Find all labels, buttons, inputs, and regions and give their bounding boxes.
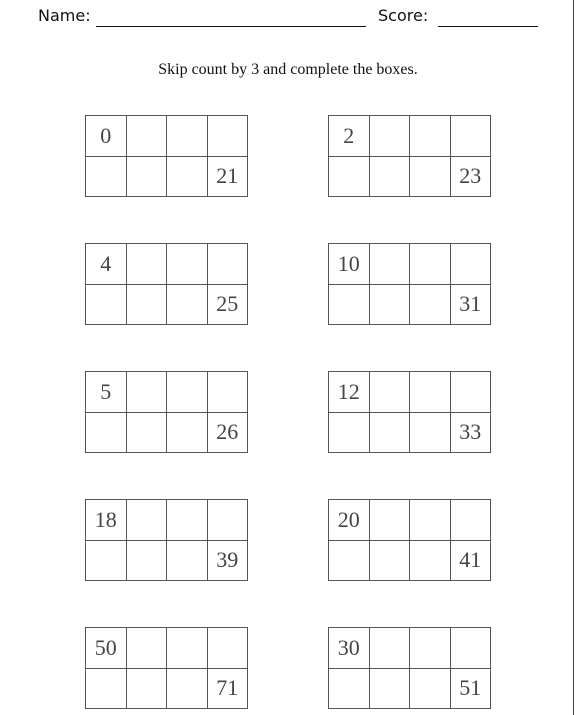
answer-box[interactable] bbox=[329, 413, 370, 454]
skip-count-grid bbox=[328, 371, 491, 453]
skip-count-grid bbox=[85, 243, 248, 325]
start-number: 20 bbox=[329, 500, 370, 541]
answer-box[interactable] bbox=[86, 541, 127, 582]
answer-box[interactable] bbox=[410, 669, 451, 710]
answer-box[interactable] bbox=[410, 413, 451, 454]
answer-box[interactable] bbox=[167, 500, 208, 541]
instructions: Skip count by 3 and complete the boxes. bbox=[158, 61, 418, 78]
name-label: Name: bbox=[38, 6, 91, 25]
skip-count-grid bbox=[328, 243, 491, 325]
end-number: 21 bbox=[208, 157, 249, 198]
answer-box[interactable] bbox=[208, 372, 249, 413]
answer-box[interactable] bbox=[127, 500, 168, 541]
answer-box[interactable] bbox=[208, 628, 249, 669]
answer-box[interactable] bbox=[370, 628, 411, 669]
answer-box[interactable] bbox=[410, 244, 451, 285]
answer-box[interactable] bbox=[410, 285, 451, 326]
answer-box[interactable] bbox=[410, 500, 451, 541]
skip-count-grid bbox=[85, 627, 248, 709]
answer-box[interactable] bbox=[370, 413, 411, 454]
answer-box[interactable] bbox=[127, 372, 168, 413]
answer-box[interactable] bbox=[451, 116, 492, 157]
answer-box[interactable] bbox=[167, 413, 208, 454]
answer-box[interactable] bbox=[370, 157, 411, 198]
answer-box[interactable] bbox=[329, 541, 370, 582]
answer-box[interactable] bbox=[86, 285, 127, 326]
skip-count-grid bbox=[328, 499, 491, 581]
end-number: 33 bbox=[451, 413, 492, 454]
start-number: 4 bbox=[86, 244, 127, 285]
end-number: 39 bbox=[208, 541, 249, 582]
answer-box[interactable] bbox=[127, 244, 168, 285]
answer-box[interactable] bbox=[410, 628, 451, 669]
answer-box[interactable] bbox=[86, 413, 127, 454]
answer-box[interactable] bbox=[167, 116, 208, 157]
start-number: 2 bbox=[329, 116, 370, 157]
answer-box[interactable] bbox=[127, 669, 168, 710]
answer-box[interactable] bbox=[410, 116, 451, 157]
answer-box[interactable] bbox=[167, 669, 208, 710]
answer-box[interactable] bbox=[167, 244, 208, 285]
answer-box[interactable] bbox=[167, 628, 208, 669]
answer-box[interactable] bbox=[208, 116, 249, 157]
name-blank[interactable] bbox=[96, 26, 366, 27]
answer-box[interactable] bbox=[370, 500, 411, 541]
answer-box[interactable] bbox=[329, 669, 370, 710]
answer-box[interactable] bbox=[451, 244, 492, 285]
answer-box[interactable] bbox=[167, 285, 208, 326]
answer-box[interactable] bbox=[410, 541, 451, 582]
answer-box[interactable] bbox=[370, 541, 411, 582]
end-number: 31 bbox=[451, 285, 492, 326]
skip-count-grid bbox=[85, 499, 248, 581]
skip-count-grid bbox=[328, 115, 491, 197]
answer-box[interactable] bbox=[410, 372, 451, 413]
start-number: 18 bbox=[86, 500, 127, 541]
answer-box[interactable] bbox=[370, 669, 411, 710]
answer-box[interactable] bbox=[127, 541, 168, 582]
answer-box[interactable] bbox=[127, 628, 168, 669]
answer-box[interactable] bbox=[451, 372, 492, 413]
start-number: 5 bbox=[86, 372, 127, 413]
start-number: 50 bbox=[86, 628, 127, 669]
answer-box[interactable] bbox=[329, 157, 370, 198]
skip-count-grid bbox=[328, 627, 491, 709]
answer-box[interactable] bbox=[451, 628, 492, 669]
answer-box[interactable] bbox=[167, 541, 208, 582]
answer-box[interactable] bbox=[167, 372, 208, 413]
answer-box[interactable] bbox=[127, 116, 168, 157]
page-edge-line bbox=[573, 0, 574, 715]
start-number: 0 bbox=[86, 116, 127, 157]
end-number: 26 bbox=[208, 413, 249, 454]
start-number: 12 bbox=[329, 372, 370, 413]
answer-box[interactable] bbox=[451, 500, 492, 541]
answer-box[interactable] bbox=[86, 157, 127, 198]
answer-box[interactable] bbox=[86, 669, 127, 710]
start-number: 10 bbox=[329, 244, 370, 285]
score-blank[interactable] bbox=[438, 26, 538, 27]
start-number: 30 bbox=[329, 628, 370, 669]
skip-count-grid bbox=[85, 115, 248, 197]
answer-box[interactable] bbox=[329, 285, 370, 326]
skip-count-grid bbox=[85, 371, 248, 453]
answer-box[interactable] bbox=[127, 157, 168, 198]
answer-box[interactable] bbox=[208, 500, 249, 541]
answer-box[interactable] bbox=[370, 116, 411, 157]
answer-box[interactable] bbox=[410, 157, 451, 198]
score-label: Score: bbox=[378, 6, 429, 25]
answer-box[interactable] bbox=[370, 285, 411, 326]
answer-box[interactable] bbox=[370, 244, 411, 285]
answer-box[interactable] bbox=[208, 244, 249, 285]
answer-box[interactable] bbox=[127, 413, 168, 454]
answer-box[interactable] bbox=[127, 285, 168, 326]
end-number: 23 bbox=[451, 157, 492, 198]
end-number: 25 bbox=[208, 285, 249, 326]
end-number: 71 bbox=[208, 669, 249, 710]
end-number: 51 bbox=[451, 669, 492, 710]
answer-box[interactable] bbox=[370, 372, 411, 413]
answer-box[interactable] bbox=[167, 157, 208, 198]
end-number: 41 bbox=[451, 541, 492, 582]
